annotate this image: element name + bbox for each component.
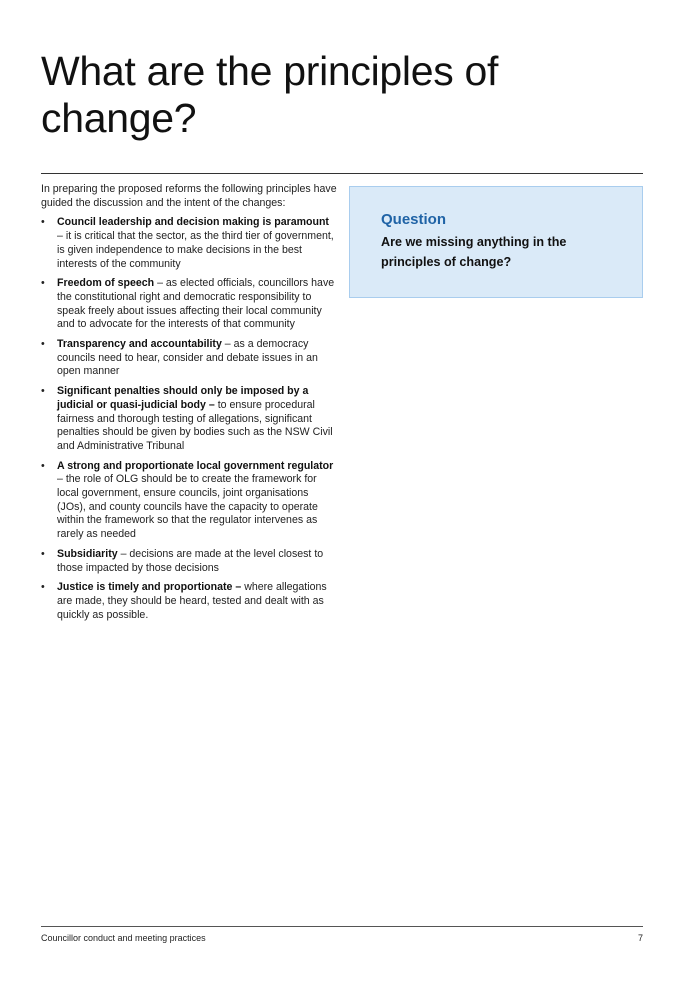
principle-item <box>41 277 337 332</box>
question-callout <box>349 186 643 298</box>
principle-item <box>41 338 337 379</box>
principles-list <box>41 216 337 622</box>
principle-item <box>41 548 337 575</box>
question-text: Are we missing anything in the principles of change? <box>381 235 567 269</box>
principle-title: Significant penalties should only be imposed by a judicial or quasi-judicial body – <box>57 385 309 411</box>
principle-item <box>41 581 337 622</box>
principle-item <box>41 460 337 542</box>
bullet-icon: • <box>41 581 45 594</box>
bullet-icon: • <box>41 547 45 560</box>
principle-text: where allegations are made, they should be heard, tested and dealt with as quickly as possible. <box>57 581 327 621</box>
intro-paragraph: In preparing the proposed reforms the following principles have guided the discussion and the intent of the changes: <box>41 183 337 209</box>
page-number: 7 <box>637 933 643 943</box>
bullet-icon: • <box>41 459 45 472</box>
footer-document-title: Councillor conduct and meeting practices <box>41 933 206 943</box>
bullet-icon: • <box>41 338 45 351</box>
principle-title: Council leadership and decision making is paramount <box>57 216 329 229</box>
bullet-icon: • <box>41 216 45 229</box>
principle-text: – the role of OLG should be to create the framework for local government, ensure councils, joint organisations (JOs), and county councils have the capacity to operate within the framework so that the regulator intervenes as rarely as needed <box>57 473 318 541</box>
page-title: What are the principles of change? <box>41 48 499 141</box>
principle-title: A strong and proportionate local government regulator <box>57 459 334 472</box>
principle-item <box>41 385 337 454</box>
principle-text: – decisions are made at the level closest to those impacted by those decisions <box>57 547 324 574</box>
principle-title: Subsidiarity <box>57 547 118 560</box>
principle-text: – it is critical that the sector, as the third tier of government, is given independence to make decisions in the best interests of the community <box>57 230 334 270</box>
principle-title: Freedom of speech <box>57 277 155 290</box>
body-column <box>41 183 337 628</box>
principle-title: Justice is timely and proportionate – <box>57 581 242 594</box>
footer-divider <box>41 926 643 927</box>
bullet-icon: • <box>41 385 45 398</box>
bullet-icon: • <box>41 277 45 290</box>
title-divider <box>41 173 643 174</box>
question-label: Question <box>381 211 447 228</box>
principle-text: – as elected officials, councillors have the constitutional right and democratic responsibility to speak freely about issues affecting their local community and to advocate for the interests of that community <box>57 277 335 331</box>
principle-item <box>41 216 337 271</box>
principle-text: to ensure procedural fairness and thorough testing of allegations, significant penalties should be given by bodies such as the NSW Civil and Administrative Tribunal <box>57 398 333 452</box>
principle-title: Transparency and accountability <box>57 338 222 351</box>
principle-text: – as a democracy councils need to hear, consider and debate issues in an open manner <box>57 338 318 378</box>
